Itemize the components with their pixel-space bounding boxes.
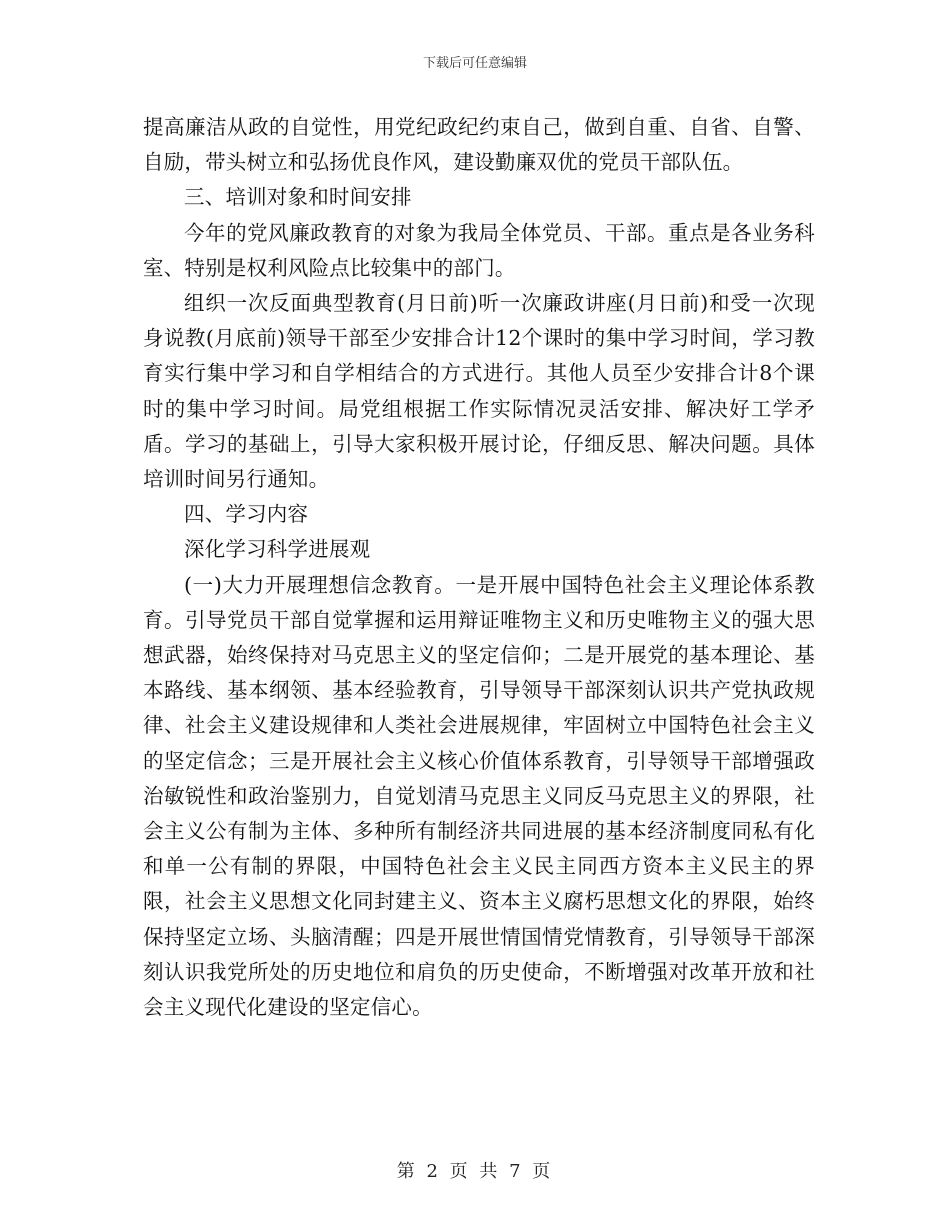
paragraph-2: 今年的党风廉政教育的对象为我局全体党员、干部。重点是各业务科室、特别是权利风险点比较集中的部门。 [143, 220, 815, 280]
paragraph-3: 组织一次反面典型教育(月日前)听一次廉政讲座(月日前)和受一次现身说教(月底前)领导干部至少安排合计12个课时的集中学习时间，学习教育实行集中学习和自学相结合的方式进行。其他人员至少安排合计8个课时的集中学习时间。局党组根据工作实际情况灵活安排、解决好工学矛盾。学习的基础上，引导大家积极开展讨论，仔细反思、解决问题。具体培训时间另行通知。 [143, 291, 815, 492]
paragraph-1: 提高廉洁从政的自觉性，用党纪政纪约束自己，做到自重、自省、自警、自励，带头树立和弘扬优良作风，建设勤廉双优的党员干部队伍。 [143, 115, 815, 175]
section-heading-4: 四、学习内容 [184, 502, 309, 527]
subheading: 深化学习科学进展观 [184, 537, 371, 562]
paragraph-4: (一)大力开展理想信念教育。一是开展中国特色社会主义理论体系教育。引导党员干部自觉掌握和运用辩证唯物主义和历史唯物主义的强大思想武器，始终保持对马克思主义的坚定信仰；二是开展党的基本理论、基本路线、基本纲领、基本经验教育，引导领导干部深刻认识共产党执政规律、社会主义建设规律和人类社会进展规律，牢固树立中国特色社会主义的坚定信念；三是开展社会主义核心价值体系教育，引导领导干部增强政治敏锐性和政治鉴别力，自觉划清马克思主义同反马克思主义的界限，社会主义公有制为主体、多种所有制经济共同进展的基本经济制度同私有化和单一公有制的界限，中国特色社会主义民主同西方资本主义民主的界限，社会主义思想文化同封建主义、资本主义腐朽思想文化的界限，始终保持坚定立场、头脑清醒；四是开展世情国情党情教育，引导领导干部深刻认识我党所处的历史地位和肩负的历史使命，不断增强对改革开放和社会主义现代化建设的坚定信心。 [143, 572, 815, 1020]
section-heading-3: 三、培训对象和时间安排 [184, 185, 412, 210]
page-header: 下载后可任意编辑 [422, 56, 527, 71]
document-body [143, 110, 815, 1025]
page-footer: 第 2 页 共 7 页 [396, 1161, 554, 1182]
